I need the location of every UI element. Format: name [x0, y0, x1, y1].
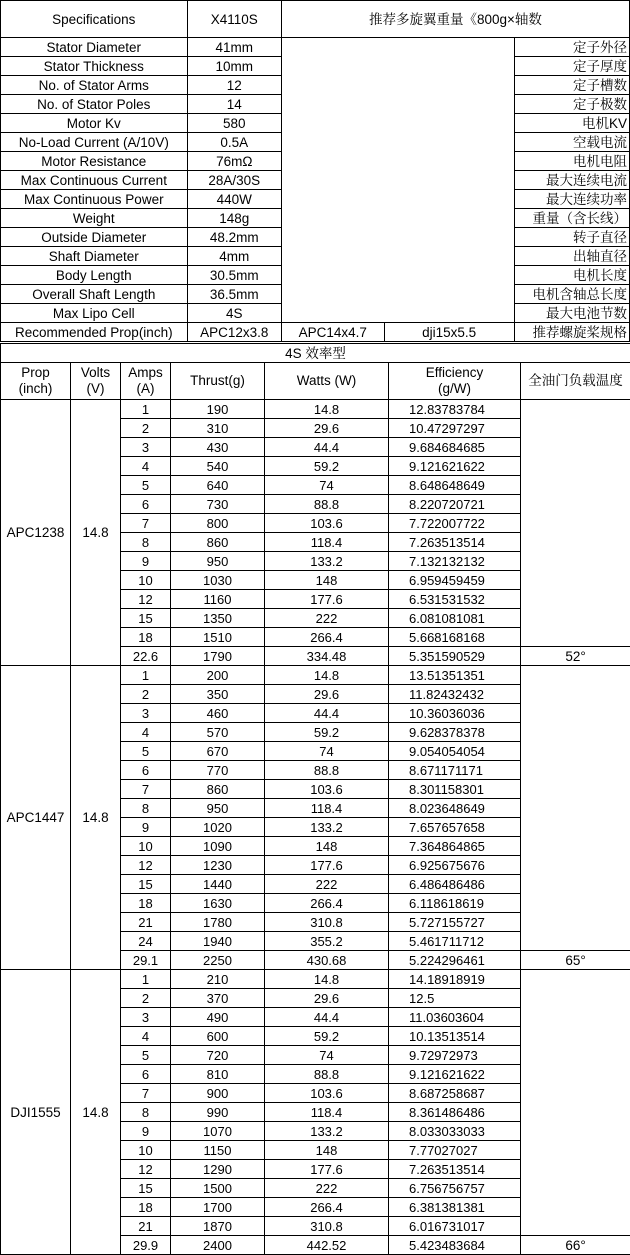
- spec-label: Max Continuous Power: [1, 190, 188, 209]
- perf-watts: 442.52: [265, 1236, 389, 1255]
- spec-value: 4S: [187, 304, 281, 323]
- spec-value: 440W: [187, 190, 281, 209]
- perf-efficiency: 6.925675676: [389, 856, 521, 875]
- perf-thrust: 730: [171, 495, 265, 514]
- perf-watts: 88.8: [265, 761, 389, 780]
- perf-efficiency: 9.628378378: [389, 723, 521, 742]
- perf-thrust: 200: [171, 666, 265, 685]
- recommended-prop: APC12x3.8: [187, 323, 281, 342]
- perf-thrust: 1030: [171, 571, 265, 590]
- spec-header-model: X4110S: [187, 1, 281, 38]
- perf-efficiency: 9.684684685: [389, 438, 521, 457]
- perf-thrust: 860: [171, 533, 265, 552]
- spec-label: Motor Resistance: [1, 152, 188, 171]
- perf-amps: 4: [121, 723, 171, 742]
- spec-cn-label: 电机KV: [514, 114, 629, 133]
- perf-thrust: 670: [171, 742, 265, 761]
- perf-thrust: 720: [171, 1046, 265, 1065]
- spec-recommended-row: [1, 323, 630, 342]
- perf-prop: APC1238: [1, 400, 71, 666]
- perf-thrust: 1230: [171, 856, 265, 875]
- perf-thrust: 490: [171, 1008, 265, 1027]
- perf-efficiency: 8.687258687: [389, 1084, 521, 1103]
- perf-thrust: 1940: [171, 932, 265, 951]
- spec-label: No. of Stator Arms: [1, 76, 188, 95]
- spec-label: Overall Shaft Length: [1, 285, 188, 304]
- perf-efficiency: 8.648648649: [389, 476, 521, 495]
- perf-temperature: 65°: [521, 951, 630, 970]
- perf-amps: 12: [121, 856, 171, 875]
- spec-label: Outside Diameter: [1, 228, 188, 247]
- spec-label: No. of Stator Poles: [1, 95, 188, 114]
- perf-amps: 2: [121, 989, 171, 1008]
- perf-watts: 222: [265, 1179, 389, 1198]
- perf-efficiency: 7.657657658: [389, 818, 521, 837]
- perf-amps: 1: [121, 970, 171, 989]
- perf-title: 4S 效率型: [1, 344, 630, 363]
- perf-watts: 118.4: [265, 533, 389, 552]
- perf-watts: 118.4: [265, 799, 389, 818]
- perf-row: [1, 666, 630, 685]
- perf-amps: 29.9: [121, 1236, 171, 1255]
- col-watts: Watts (W): [265, 363, 389, 400]
- spec-cn-label: 最大电池节数: [514, 304, 629, 323]
- spec-label: No-Load Current (A/10V): [1, 133, 188, 152]
- spec-cn-label: 出轴直径: [514, 247, 629, 266]
- perf-amps: 29.1: [121, 951, 171, 970]
- perf-efficiency: 6.081081081: [389, 609, 521, 628]
- perf-thrust: 460: [171, 704, 265, 723]
- spec-value: 14: [187, 95, 281, 114]
- col-thrust: Thrust(g): [171, 363, 265, 400]
- spec-header-label: Specifications: [1, 1, 188, 38]
- perf-thrust: 1500: [171, 1179, 265, 1198]
- perf-amps: 5: [121, 742, 171, 761]
- perf-watts: 44.4: [265, 1008, 389, 1027]
- perf-amps: 6: [121, 1065, 171, 1084]
- perf-thrust: 370: [171, 989, 265, 1008]
- perf-watts: 88.8: [265, 1065, 389, 1084]
- perf-efficiency: 12.5: [389, 989, 521, 1008]
- spec-value: 41mm: [187, 38, 281, 57]
- perf-watts: 430.68: [265, 951, 389, 970]
- perf-efficiency: 8.671171171: [389, 761, 521, 780]
- perf-thrust: 1870: [171, 1217, 265, 1236]
- spec-header-row: [1, 1, 630, 38]
- perf-amps: 9: [121, 818, 171, 837]
- spec-cn-label: 定子极数: [514, 95, 629, 114]
- spec-value: 36.5mm: [187, 285, 281, 304]
- perf-volts: 14.8: [71, 400, 121, 666]
- perf-thrust: 1150: [171, 1141, 265, 1160]
- spec-label: Max Continuous Current: [1, 171, 188, 190]
- perf-efficiency: 9.121621622: [389, 457, 521, 476]
- spec-value: 48.2mm: [187, 228, 281, 247]
- perf-efficiency: 9.72972973: [389, 1046, 521, 1065]
- perf-amps: 10: [121, 1141, 171, 1160]
- perf-volts: 14.8: [71, 970, 121, 1255]
- spec-cn-label: 定子外径: [514, 38, 629, 57]
- perf-amps: 3: [121, 438, 171, 457]
- spec-value: 28A/30S: [187, 171, 281, 190]
- recommended-prop: APC14x4.7: [281, 323, 384, 342]
- perf-amps: 6: [121, 495, 171, 514]
- col-prop: Prop (inch): [1, 363, 71, 400]
- perf-thrust: 310: [171, 419, 265, 438]
- perf-thrust: 2250: [171, 951, 265, 970]
- perf-amps: 21: [121, 1217, 171, 1236]
- spec-cn-label: 转子直径: [514, 228, 629, 247]
- perf-thrust: 950: [171, 799, 265, 818]
- perf-efficiency: 5.423483684: [389, 1236, 521, 1255]
- perf-row: [1, 400, 630, 419]
- spec-cn-label: 定子槽数: [514, 76, 629, 95]
- perf-watts: 148: [265, 1141, 389, 1160]
- perf-thrust: 2400: [171, 1236, 265, 1255]
- col-efficiency: Efficiency (g/W): [389, 363, 521, 400]
- perf-amps: 15: [121, 875, 171, 894]
- perf-amps: 10: [121, 571, 171, 590]
- perf-efficiency: 7.364864865: [389, 837, 521, 856]
- perf-thrust: 1700: [171, 1198, 265, 1217]
- perf-amps: 7: [121, 780, 171, 799]
- perf-temp-blank: [521, 666, 630, 951]
- perf-thrust: 1160: [171, 590, 265, 609]
- spec-value: 0.5A: [187, 133, 281, 152]
- perf-amps: 4: [121, 457, 171, 476]
- perf-efficiency: 11.82432432: [389, 685, 521, 704]
- perf-amps: 9: [121, 552, 171, 571]
- perf-thrust: 1070: [171, 1122, 265, 1141]
- perf-prop: DJI1555: [1, 970, 71, 1255]
- perf-watts: 29.6: [265, 419, 389, 438]
- perf-watts: 59.2: [265, 1027, 389, 1046]
- spec-label: Body Length: [1, 266, 188, 285]
- perf-efficiency: 8.033033033: [389, 1122, 521, 1141]
- perf-amps: 8: [121, 533, 171, 552]
- perf-amps: 8: [121, 1103, 171, 1122]
- perf-efficiency: 5.224296461: [389, 951, 521, 970]
- perf-watts: 88.8: [265, 495, 389, 514]
- perf-amps: 7: [121, 514, 171, 533]
- perf-efficiency: 10.36036036: [389, 704, 521, 723]
- perf-efficiency: 6.756756757: [389, 1179, 521, 1198]
- perf-watts: 118.4: [265, 1103, 389, 1122]
- perf-thrust: 1630: [171, 894, 265, 913]
- perf-amps: 4: [121, 1027, 171, 1046]
- perf-watts: 148: [265, 571, 389, 590]
- perf-amps: 12: [121, 1160, 171, 1179]
- perf-volts: 14.8: [71, 666, 121, 970]
- perf-header-row: [1, 363, 630, 400]
- perf-watts: 222: [265, 875, 389, 894]
- spec-value: 12: [187, 76, 281, 95]
- spec-value: 4mm: [187, 247, 281, 266]
- spec-cn-label: 电机含轴总长度: [514, 285, 629, 304]
- perf-efficiency: 13.51351351: [389, 666, 521, 685]
- perf-watts: 14.8: [265, 400, 389, 419]
- perf-watts: 74: [265, 742, 389, 761]
- recommended-label: Recommended Prop(inch): [1, 323, 188, 342]
- perf-watts: 355.2: [265, 932, 389, 951]
- perf-watts: 59.2: [265, 723, 389, 742]
- perf-watts: 177.6: [265, 590, 389, 609]
- perf-watts: 266.4: [265, 1198, 389, 1217]
- perf-temperature: 66°: [521, 1236, 630, 1255]
- perf-amps: 22.6: [121, 647, 171, 666]
- perf-amps: 5: [121, 1046, 171, 1065]
- spec-header-cn-title: 推荐多旋翼重量《800g×轴数: [281, 1, 629, 38]
- perf-amps: 18: [121, 894, 171, 913]
- perf-watts: 334.48: [265, 647, 389, 666]
- perf-amps: 15: [121, 609, 171, 628]
- perf-efficiency: 6.531531532: [389, 590, 521, 609]
- perf-temperature: 52°: [521, 647, 630, 666]
- performance-table: [0, 343, 630, 1255]
- perf-thrust: 570: [171, 723, 265, 742]
- perf-thrust: 810: [171, 1065, 265, 1084]
- perf-efficiency: 7.263513514: [389, 1160, 521, 1179]
- perf-watts: 74: [265, 476, 389, 495]
- recommended-prop: dji15x5.5: [384, 323, 514, 342]
- perf-thrust: 1790: [171, 647, 265, 666]
- perf-watts: 14.8: [265, 970, 389, 989]
- perf-temp-blank: [521, 400, 630, 647]
- perf-watts: 222: [265, 609, 389, 628]
- perf-amps: 1: [121, 666, 171, 685]
- spec-label: Weight: [1, 209, 188, 228]
- perf-efficiency: 9.054054054: [389, 742, 521, 761]
- perf-thrust: 1440: [171, 875, 265, 894]
- spec-value: 580: [187, 114, 281, 133]
- perf-amps: 12: [121, 590, 171, 609]
- perf-amps: 3: [121, 704, 171, 723]
- perf-watts: 59.2: [265, 457, 389, 476]
- perf-thrust: 1780: [171, 913, 265, 932]
- perf-efficiency: 5.727155727: [389, 913, 521, 932]
- perf-amps: 21: [121, 913, 171, 932]
- perf-watts: 177.6: [265, 1160, 389, 1179]
- spec-value: 10mm: [187, 57, 281, 76]
- perf-efficiency: 14.18918919: [389, 970, 521, 989]
- perf-thrust: 430: [171, 438, 265, 457]
- spec-cn-label: 最大连续电流: [514, 171, 629, 190]
- perf-amps: 6: [121, 761, 171, 780]
- perf-thrust: 210: [171, 970, 265, 989]
- perf-amps: 15: [121, 1179, 171, 1198]
- perf-efficiency: 6.016731017: [389, 1217, 521, 1236]
- perf-thrust: 1020: [171, 818, 265, 837]
- perf-efficiency: 8.023648649: [389, 799, 521, 818]
- perf-efficiency: 10.13513514: [389, 1027, 521, 1046]
- spec-blank-area: [281, 38, 514, 323]
- perf-amps: 5: [121, 476, 171, 495]
- perf-efficiency: 5.668168168: [389, 628, 521, 647]
- perf-watts: 103.6: [265, 514, 389, 533]
- perf-thrust: 1350: [171, 609, 265, 628]
- perf-watts: 133.2: [265, 552, 389, 571]
- perf-amps: 24: [121, 932, 171, 951]
- perf-thrust: 770: [171, 761, 265, 780]
- perf-amps: 9: [121, 1122, 171, 1141]
- perf-efficiency: 6.118618619: [389, 894, 521, 913]
- spec-cn-label: 空载电流: [514, 133, 629, 152]
- perf-efficiency: 6.486486486: [389, 875, 521, 894]
- perf-watts: 44.4: [265, 438, 389, 457]
- spec-label: Shaft Diameter: [1, 247, 188, 266]
- col-volts: Volts (V): [71, 363, 121, 400]
- perf-efficiency: 11.03603604: [389, 1008, 521, 1027]
- perf-watts: 74: [265, 1046, 389, 1065]
- spec-cn-label: 重量（含长线）: [514, 209, 629, 228]
- perf-efficiency: 6.381381381: [389, 1198, 521, 1217]
- perf-amps: 18: [121, 628, 171, 647]
- perf-efficiency: 8.220720721: [389, 495, 521, 514]
- perf-amps: 7: [121, 1084, 171, 1103]
- perf-prop: APC1447: [1, 666, 71, 970]
- perf-watts: 133.2: [265, 1122, 389, 1141]
- perf-watts: 103.6: [265, 1084, 389, 1103]
- col-amps: Amps (A): [121, 363, 171, 400]
- spec-label: Stator Diameter: [1, 38, 188, 57]
- perf-watts: 29.6: [265, 989, 389, 1008]
- spec-cn-label: 电机电阻: [514, 152, 629, 171]
- perf-efficiency: 5.461711712: [389, 932, 521, 951]
- perf-thrust: 350: [171, 685, 265, 704]
- perf-watts: 44.4: [265, 704, 389, 723]
- perf-amps: 2: [121, 685, 171, 704]
- spec-label: Stator Thickness: [1, 57, 188, 76]
- perf-watts: 29.6: [265, 685, 389, 704]
- perf-thrust: 540: [171, 457, 265, 476]
- spec-value: 148g: [187, 209, 281, 228]
- perf-thrust: 600: [171, 1027, 265, 1046]
- perf-watts: 148: [265, 837, 389, 856]
- perf-thrust: 950: [171, 552, 265, 571]
- spec-label: Max Lipo Cell: [1, 304, 188, 323]
- perf-amps: 10: [121, 837, 171, 856]
- perf-thrust: 800: [171, 514, 265, 533]
- spec-label: Motor Kv: [1, 114, 188, 133]
- spec-value: 76mΩ: [187, 152, 281, 171]
- spec-cn-label: 最大连续功率: [514, 190, 629, 209]
- perf-temp-blank: [521, 970, 630, 1236]
- perf-watts: 310.8: [265, 913, 389, 932]
- perf-watts: 310.8: [265, 1217, 389, 1236]
- perf-watts: 266.4: [265, 894, 389, 913]
- perf-thrust: 1510: [171, 628, 265, 647]
- perf-efficiency: 5.351590529: [389, 647, 521, 666]
- spec-cn-label: 电机长度: [514, 266, 629, 285]
- perf-watts: 14.8: [265, 666, 389, 685]
- perf-efficiency: 8.361486486: [389, 1103, 521, 1122]
- spec-value: 30.5mm: [187, 266, 281, 285]
- perf-amps: 3: [121, 1008, 171, 1027]
- recommended-cn-label: 推荐螺旋桨规格: [514, 323, 629, 342]
- perf-thrust: 1090: [171, 837, 265, 856]
- perf-efficiency: 7.77027027: [389, 1141, 521, 1160]
- perf-efficiency: 8.301158301: [389, 780, 521, 799]
- perf-thrust: 900: [171, 1084, 265, 1103]
- perf-amps: 1: [121, 400, 171, 419]
- perf-row: [1, 970, 630, 989]
- perf-efficiency: 9.121621622: [389, 1065, 521, 1084]
- perf-efficiency: 7.722007722: [389, 514, 521, 533]
- perf-watts: 177.6: [265, 856, 389, 875]
- perf-thrust: 640: [171, 476, 265, 495]
- perf-amps: 18: [121, 1198, 171, 1217]
- col-temperature: 全油门负载温度: [521, 363, 630, 400]
- perf-watts: 133.2: [265, 818, 389, 837]
- perf-amps: 2: [121, 419, 171, 438]
- spec-cn-label: 定子厚度: [514, 57, 629, 76]
- perf-efficiency: 10.47297297: [389, 419, 521, 438]
- perf-watts: 266.4: [265, 628, 389, 647]
- perf-amps: 8: [121, 799, 171, 818]
- perf-thrust: 1290: [171, 1160, 265, 1179]
- perf-efficiency: 7.263513514: [389, 533, 521, 552]
- perf-thrust: 190: [171, 400, 265, 419]
- spec-row: [1, 38, 630, 57]
- spec-table: [0, 0, 630, 342]
- perf-efficiency: 12.83783784: [389, 400, 521, 419]
- perf-watts: 103.6: [265, 780, 389, 799]
- perf-efficiency: 7.132132132: [389, 552, 521, 571]
- perf-title-row: [1, 344, 630, 363]
- perf-thrust: 860: [171, 780, 265, 799]
- perf-efficiency: 6.959459459: [389, 571, 521, 590]
- perf-thrust: 990: [171, 1103, 265, 1122]
